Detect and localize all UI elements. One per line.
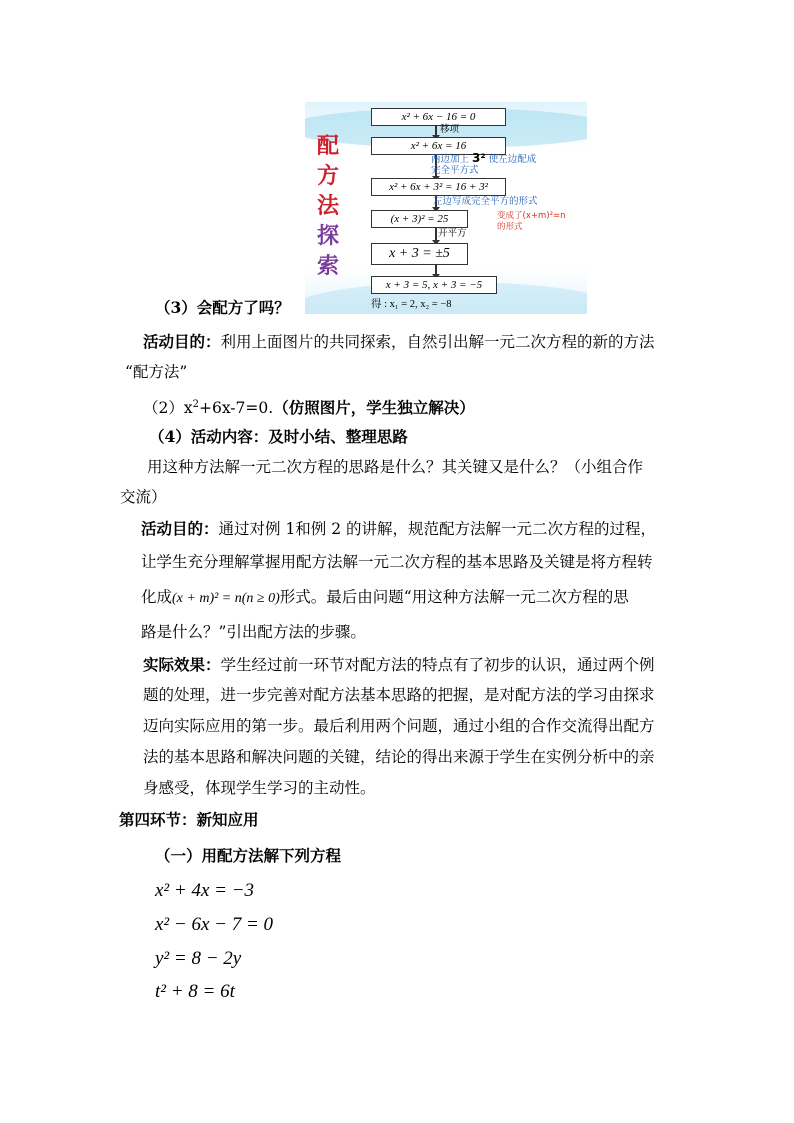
arrow [435, 265, 437, 275]
exercise-line [143, 395, 475, 418]
step-text: 使左边配成 [488, 154, 537, 165]
paragraph: 迈向实际应用的第一步。最后利用两个问题，通过小组的合作交流得出配方 [143, 717, 655, 735]
inline-math: (x + m)² = n(n ≥ 0) [172, 591, 280, 606]
slide-result: 得 : x₁ = 2, x₂ = −8 [371, 299, 452, 310]
equation-box: x² + 6x − 16 = 0 [371, 108, 506, 126]
paragraph: 路是什么？”引出配方法的步骤。 [141, 623, 366, 641]
equation-box: x² + 6x + 3² = 16 + 3² [371, 178, 506, 196]
step-note: 的形式 [497, 222, 523, 232]
method-slide-image [305, 102, 587, 314]
subsection-heading: （一）用配方法解下列方程 [155, 846, 342, 865]
step-note: 变成了(x+m)²=n [497, 211, 566, 221]
paragraph [143, 655, 655, 675]
activity-heading: （4）活动内容：及时小结、整理思路 [149, 427, 408, 446]
text: 形式。最后由问题“用这种方法解一元二次方程的思 [279, 588, 629, 606]
equation: x² + 4x = −3 [155, 880, 255, 901]
step-label: 完全平方式 [431, 165, 479, 176]
text: 化成 [141, 588, 173, 606]
equation: x² − 6x − 7 = 0 [155, 914, 274, 935]
paragraph: 交流） [120, 488, 167, 506]
arrow [435, 228, 437, 241]
text: （2）x [143, 399, 193, 418]
equation: t² + 8 = 6t [155, 981, 235, 1002]
slide-title-char: 配 [316, 134, 339, 159]
arrow [435, 126, 437, 136]
question-heading: （3）会配方了吗？ [155, 298, 290, 317]
label: 活动目的： [143, 332, 221, 351]
text: +6x-7=0. [198, 399, 274, 418]
slide-title-char: 索 [316, 254, 339, 279]
step-label: 开平方 [438, 228, 467, 239]
equation-box: x² + 6x = 16 [371, 137, 506, 155]
section-heading: 第四环节：新知应用 [119, 810, 259, 829]
step-label: 左边写成完全平方的形式 [433, 196, 538, 207]
slide-title-char: 方 [316, 164, 339, 189]
label: 实际效果： [143, 655, 221, 674]
step-label [431, 153, 536, 165]
paragraph: 让学生充分理解掌握用配方法解一元二次方程的基本思路及关键是将方程转 [141, 553, 653, 571]
paragraph: 用这种方法解一元二次方程的思路是什么？其关键又是什么？（小组合作 [147, 458, 644, 476]
text: 通过对例 1和例 2 的讲解，规范配方法解一元二次方程的过程， [218, 520, 657, 538]
paragraph [141, 519, 656, 539]
equation-box: (x + 3)² = 25 [371, 210, 468, 228]
step-text: 3² [472, 151, 486, 165]
paragraph [143, 332, 655, 352]
text: （仿照图片，学生独立解决） [273, 398, 475, 418]
equation: y² = 8 − 2y [155, 948, 242, 969]
text: 学生经过前一环节对配方法的特点有了初步的认识，通过两个例 [220, 656, 655, 674]
paragraph [141, 587, 629, 609]
paragraph-continuation: “配方法” [125, 363, 188, 381]
equation-box: x + 3 = ±5 [371, 243, 468, 265]
slide-title-char: 法 [316, 194, 339, 219]
equation-box: x + 3 = 5, x + 3 = −5 [371, 276, 497, 294]
step-label: 移项 [440, 124, 460, 135]
paragraph: 法的基本思路和解决问题的关键，结论的得出来源于学生在实例分析中的亲 [143, 748, 655, 766]
paragraph: 身感受，体现学生学习的主动性。 [143, 779, 376, 797]
label: 活动目的： [141, 519, 219, 538]
slide-title-char: 探 [316, 224, 339, 249]
step-text: 两边加上 [431, 154, 470, 165]
slide-vertical-title [313, 132, 343, 282]
text: 利用上面图片的共同探索，自然引出解一元二次方程的新的方法 [220, 333, 655, 351]
paragraph: 题的处理，进一步完善对配方法基本思路的把握，是对配方法的学习由探求 [143, 686, 655, 704]
superscript: 2 [192, 399, 199, 410]
